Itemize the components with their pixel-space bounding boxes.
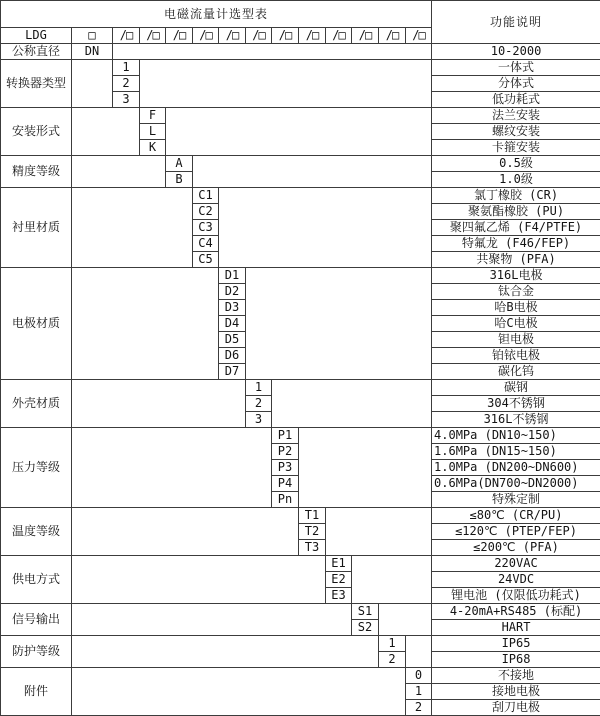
spacer-cell [326, 508, 432, 556]
function-value: 1.0MPa (DN200~DN600) [432, 460, 600, 476]
row-label-diameter: 公称直径 [1, 44, 72, 60]
table-row [1, 60, 600, 76]
code-slot: /□ [246, 28, 272, 44]
spacer-cell [72, 60, 113, 108]
function-value: 1.6MPa (DN15~150) [432, 444, 600, 460]
option-code: T3 [299, 540, 326, 556]
option-code: C1 [193, 188, 219, 204]
option-code: D6 [219, 348, 246, 364]
row-label: 衬里材质 [1, 188, 72, 268]
option-code: C2 [193, 204, 219, 220]
function-value: 4-20mA+RS485 (标配) [432, 604, 600, 620]
function-value: 螺纹安装 [432, 124, 600, 140]
code-slot: /□ [299, 28, 326, 44]
option-code: D2 [219, 284, 246, 300]
function-value: 碳钢 [432, 380, 600, 396]
model-code: LDG [1, 28, 72, 44]
function-value: 一体式 [432, 60, 600, 76]
function-value-diameter: 10-2000 [432, 44, 600, 60]
option-code: T2 [299, 524, 326, 540]
option-code: P2 [272, 444, 299, 460]
function-value: 钛合金 [432, 284, 600, 300]
option-code: L [140, 124, 166, 140]
spacer-cell [113, 44, 432, 60]
spacer-cell [72, 668, 406, 716]
option-code: 1 [246, 380, 272, 396]
option-code: E3 [326, 588, 352, 604]
spacer-cell [219, 188, 432, 268]
spacer-cell [72, 268, 219, 380]
spacer-cell [72, 556, 326, 604]
table-row [1, 636, 600, 652]
row-label: 精度等级 [1, 156, 72, 188]
function-value: 0.6MPa(DN700~DN2000) [432, 476, 600, 492]
option-code: B [166, 172, 193, 188]
function-value: 316L电极 [432, 268, 600, 284]
diameter-code: DN [72, 44, 113, 60]
option-code: 3 [246, 412, 272, 428]
table-row [1, 668, 600, 684]
function-value: 法兰安装 [432, 108, 600, 124]
function-value: 氯丁橡胶 (CR) [432, 188, 600, 204]
option-code: Pn [272, 492, 299, 508]
table-row [1, 380, 600, 396]
function-value: 1.0级 [432, 172, 600, 188]
spacer-cell [379, 604, 432, 636]
spacer-cell [72, 108, 140, 156]
code-slot: /□ [193, 28, 219, 44]
table-row [1, 188, 600, 204]
function-value: 低功耗式 [432, 92, 600, 108]
function-value: ≤200℃ (PFA) [432, 540, 600, 556]
table-row [1, 428, 600, 444]
option-code: D5 [219, 332, 246, 348]
option-code: T1 [299, 508, 326, 524]
option-code: P4 [272, 476, 299, 492]
spacer-cell [72, 156, 166, 188]
option-code: A [166, 156, 193, 172]
function-column-header: 功能说明 [432, 1, 600, 44]
function-value: 刮刀电极 [432, 700, 600, 716]
option-code: D7 [219, 364, 246, 380]
code-slot: /□ [379, 28, 406, 44]
option-code: S1 [352, 604, 379, 620]
row-label: 转换器类型 [1, 60, 72, 108]
option-code: 1 [406, 684, 432, 700]
function-value: 316L不锈钢 [432, 412, 600, 428]
spacer-cell [72, 508, 299, 556]
table-row [1, 556, 600, 572]
function-value: 4.0MPa (DN10~150) [432, 428, 600, 444]
spacer-cell [140, 60, 432, 108]
code-slot: /□ [219, 28, 246, 44]
function-value: 聚四氟乙烯 (F4/PTFE) [432, 220, 600, 236]
option-code: 1 [379, 636, 406, 652]
function-value: 共聚物 (PFA) [432, 252, 600, 268]
option-code: S2 [352, 620, 379, 636]
function-value: 聚氨酯橡胶 (PU) [432, 204, 600, 220]
function-value: 220VAC [432, 556, 600, 572]
option-code: C3 [193, 220, 219, 236]
spacer-cell [72, 380, 246, 428]
function-value: 特殊定制 [432, 492, 600, 508]
row-label: 供电方式 [1, 556, 72, 604]
row-label: 防护等级 [1, 636, 72, 668]
code-slot: /□ [272, 28, 299, 44]
option-code: 1 [113, 60, 140, 76]
option-code: D4 [219, 316, 246, 332]
option-code: E1 [326, 556, 352, 572]
option-code: P1 [272, 428, 299, 444]
spacer-cell [299, 428, 432, 508]
option-code: 2 [246, 396, 272, 412]
function-value: IP68 [432, 652, 600, 668]
spacer-cell [193, 156, 432, 188]
code-slot: /□ [406, 28, 432, 44]
table-row [1, 604, 600, 620]
table-row [1, 508, 600, 524]
row-label: 外壳材质 [1, 380, 72, 428]
option-code: 3 [113, 92, 140, 108]
function-value: 锂电池 (仅限低功耗式) [432, 588, 600, 604]
spacer-cell [352, 556, 432, 604]
function-value: 分体式 [432, 76, 600, 92]
spacer-cell [406, 636, 432, 668]
function-value: 卡箍安装 [432, 140, 600, 156]
function-value: 24VDC [432, 572, 600, 588]
spacer-cell [72, 636, 379, 668]
option-code: F [140, 108, 166, 124]
function-value: 不接地 [432, 668, 600, 684]
option-code: P3 [272, 460, 299, 476]
code-slot: /□ [352, 28, 379, 44]
option-code: C4 [193, 236, 219, 252]
function-value: ≤120℃ (PTEP/FEP) [432, 524, 600, 540]
row-label: 压力等级 [1, 428, 72, 508]
spacer-cell [72, 188, 193, 268]
spacer-cell [72, 428, 272, 508]
code-slot: /□ [140, 28, 166, 44]
option-code: K [140, 140, 166, 156]
function-value: 接地电极 [432, 684, 600, 700]
option-code: 0 [406, 668, 432, 684]
table-title: 电磁流量计选型表 [1, 1, 432, 28]
function-value: 特氟龙 (F46/FEP) [432, 236, 600, 252]
table-row [1, 108, 600, 124]
function-value: 钽电极 [432, 332, 600, 348]
code-slot: /□ [166, 28, 193, 44]
option-code: D1 [219, 268, 246, 284]
function-value: 哈B电极 [432, 300, 600, 316]
function-value: 304不锈钢 [432, 396, 600, 412]
spacer-cell [246, 268, 432, 380]
spacer-cell [72, 604, 352, 636]
code-slot: /□ [113, 28, 140, 44]
model-box-placeholder: □ [72, 28, 113, 44]
spacer-cell [166, 108, 432, 156]
function-value: HART [432, 620, 600, 636]
function-value: 哈C电极 [432, 316, 600, 332]
function-value: 碳化钨 [432, 364, 600, 380]
row-label: 电极材质 [1, 268, 72, 380]
row-label: 安装形式 [1, 108, 72, 156]
option-code: D3 [219, 300, 246, 316]
option-code: 2 [406, 700, 432, 716]
function-value: 0.5级 [432, 156, 600, 172]
row-label: 附件 [1, 668, 72, 716]
row-label: 温度等级 [1, 508, 72, 556]
function-value: ≤80℃ (CR/PU) [432, 508, 600, 524]
table-row [1, 268, 600, 284]
function-value: IP65 [432, 636, 600, 652]
function-value: 铂铱电极 [432, 348, 600, 364]
row-label: 信号输出 [1, 604, 72, 636]
table-row [1, 156, 600, 172]
code-slot: /□ [326, 28, 352, 44]
option-code: 2 [113, 76, 140, 92]
option-code: E2 [326, 572, 352, 588]
spacer-cell [272, 380, 432, 428]
option-code: C5 [193, 252, 219, 268]
option-code: 2 [379, 652, 406, 668]
